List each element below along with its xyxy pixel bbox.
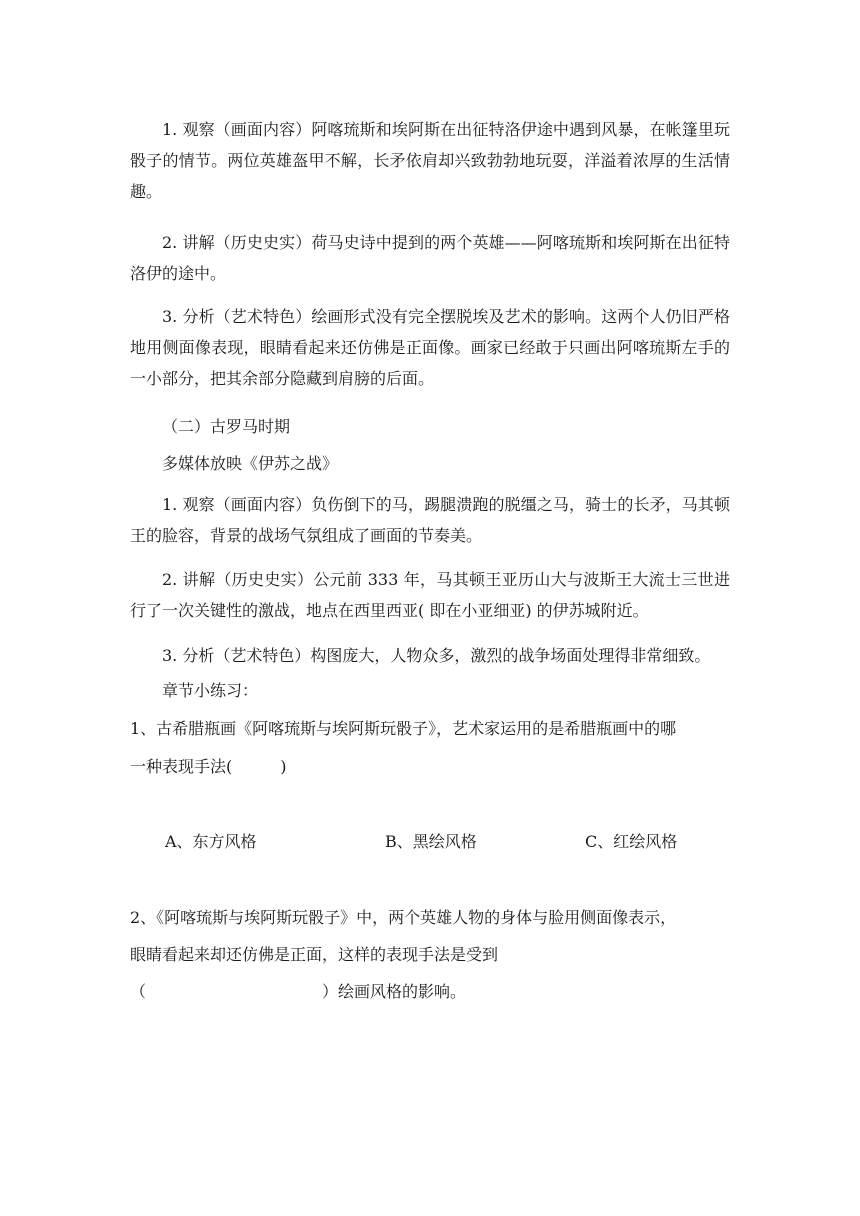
section2-explain-paragraph: 2. 讲解（历史史实）公元前 333 年，马其顿王亚历山大与波斯王大流士三世进行了一次关键性的激战，地点在西里西亚( 即在小亚细亚) 的伊苏城附近。 [130, 570, 730, 620]
question-1-option-a: A、东方风格 [165, 832, 257, 851]
section2-analyze-paragraph: 3. 分析（艺术特色）构图庞大，人物众多，激烈的战争场面处理得非常细致。 [162, 646, 711, 665]
section2-media-line: 多媒体放映《伊苏之战》 [162, 454, 339, 473]
section1-observe-paragraph: 1. 观察（画面内容）阿喀琉斯和埃阿斯在出征特洛伊途中遇到风暴，在帐篷里玩骰子的情节。两位英雄盔甲不解，长矛依肩却兴致勃勃地玩耍，洋溢着浓厚的生活情趣。 [130, 120, 730, 201]
question-2-line-1: 2、《阿喀琉斯与埃阿斯玩骰子》中，两个英雄人物的身体与脸用侧面像表示， [130, 908, 677, 927]
question-1-option-b: B、黑绘风格 [385, 832, 477, 851]
question-1-line-2: 一种表现手法( ) [130, 757, 287, 776]
question-1-option-c: C、红绘风格 [585, 832, 678, 851]
section1-explain-paragraph: 2. 讲解（历史史实）荷马史诗中提到的两个英雄——阿喀琉斯和埃阿斯在出征特洛伊的途中。 [130, 233, 730, 283]
section2-observe-paragraph: 1. 观察（画面内容）负伤倒下的马，踢腿溃跑的脱缰之马，骑士的长矛，马其顿王的脸容，背景的战场气氛组成了画面的节奏美。 [130, 495, 730, 545]
question-2-line-3: （ ）绘画风格的影响。 [130, 982, 467, 1001]
section1-analyze-paragraph: 3. 分析（艺术特色）绘画形式没有完全摆脱埃及艺术的影响。这两个人仍旧严格地用侧面像表现，眼睛看起来还仿佛是正面像。画家已经敢于只画出阿喀琉斯左手的一小部分，把其余部分隐藏到肩膀的后面。 [130, 307, 730, 388]
question-1-line-1: 1、古希腊瓶画《阿喀琉斯与埃阿斯玩骰子》，艺术家运用的是希腊瓶画中的哪 [130, 719, 677, 738]
section2-heading: （二）古罗马时期 [162, 417, 291, 436]
exercise-title: 章节小练习： [162, 681, 259, 700]
question-2-line-2: 眼睛看起来却还仿佛是正面，这样的表现手法是受到 [130, 945, 499, 964]
